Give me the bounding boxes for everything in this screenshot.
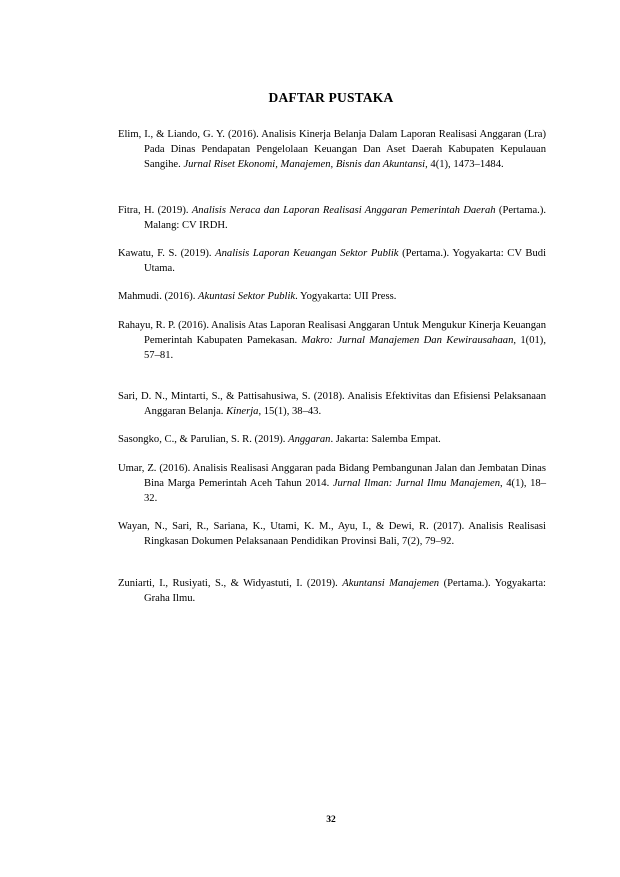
reference-text: Rahayu, R. P. (2016). Analisis Atas Laporan Realisasi Anggaran Untuk Mengukur Kinerja Keuangan Pemerintah Kabupaten Pamekasan. (118, 320, 546, 346)
reference-item (118, 318, 546, 363)
reference-source: Analisis Neraca dan Laporan Realisasi Anggaran Pemerintah Daerah (191, 205, 496, 216)
reference-details: (Pertama.). Yogyakarta: CV Budi Utama. (144, 248, 547, 274)
reference-source: Akuntasi Sektor Publik (198, 291, 296, 302)
reference-details: , 4(1), 1473–1484. (425, 159, 504, 170)
reference-item (118, 289, 546, 304)
reference-text: Umar, Z. (2016). Analisis Realisasi Anggaran pada Bidang Pembangunan Jalan dan Jembatan Dinas Bina Marga Pemerintah Aceh Tahun 2014. (118, 463, 546, 489)
reference-text: Wayan, N., Sari, R., Sariana, K., Utami, K. M., Ayu, I., & Dewi, R. (2017). Analisis Realisasi Ringkasan Dokumen Pelaksanaan Pendidikan Provinsi Bali, 7(2), 79–92. (118, 521, 546, 547)
reference-item (118, 203, 546, 233)
page-title: DAFTAR PUSTAKA (268, 90, 394, 105)
reference-item (118, 432, 546, 447)
reference-details: , 4(1), 18–32. (144, 478, 547, 504)
reference-text: Sasongko, C., & Parulian, S. R. (2019). (118, 434, 289, 445)
reference-source: Anggaran (288, 434, 331, 445)
reference-text: Kawatu, F. S. (2019). (118, 248, 216, 259)
reference-source: Makro: Jurnal Manajemen Dan Kewirausahaan (301, 335, 514, 346)
reference-text: Elim, I., & Liando, G. Y. (2016). Analisis Kinerja Belanja Dalam Laporan Realisasi Anggaran (Lra) Pada Dinas Pendapatan Pengelolaan Keuangan Dan Aset Daerah Kabupaten Kepulauan Sangihe. (118, 129, 546, 170)
reference-item (118, 576, 546, 606)
reference-item (118, 461, 546, 506)
reference-details: . Jakarta: Salemba Empat. (330, 434, 441, 445)
page-number: 32 (326, 815, 336, 825)
reference-item (118, 389, 546, 419)
reference-details: , 15(1), 38–43. (258, 406, 322, 417)
reference-item (118, 127, 546, 172)
reference-details: , 1(01), 57–81. (144, 335, 546, 361)
reference-details: (Pertama.). Malang: CV IRDH. (144, 205, 546, 231)
reference-text: Mahmudi. (2016). (118, 291, 199, 302)
reference-source: Akuntansi Manajemen (342, 578, 440, 589)
reference-item (118, 246, 546, 276)
reference-source: Jurnal Riset Ekonomi, Manajemen, Bisnis dan Akuntansi (183, 159, 426, 170)
reference-source: Kinerja (226, 406, 259, 417)
reference-item (118, 519, 546, 549)
reference-text: Zuniarti, I., Rusiyati, S., & Widyastuti, I. (2019). (118, 578, 343, 589)
reference-source: Jurnal Ilman: Jurnal Ilmu Manajemen (332, 478, 501, 489)
reference-details: (Pertama.). Yogyakarta: Graha Ilmu. (144, 578, 546, 604)
reference-details: . Yogyakarta: UII Press. (295, 291, 397, 302)
reference-text: Sari, D. N., Mintarti, S., & Pattisahusiwa, S. (2018). Analisis Efektivitas dan Efisiensi Pelaksanaan Anggaran Belanja. (118, 391, 546, 417)
reference-source: Analisis Laporan Keuangan Sektor Publik (215, 248, 399, 259)
reference-text: Fitra, H. (2019). (118, 205, 192, 216)
